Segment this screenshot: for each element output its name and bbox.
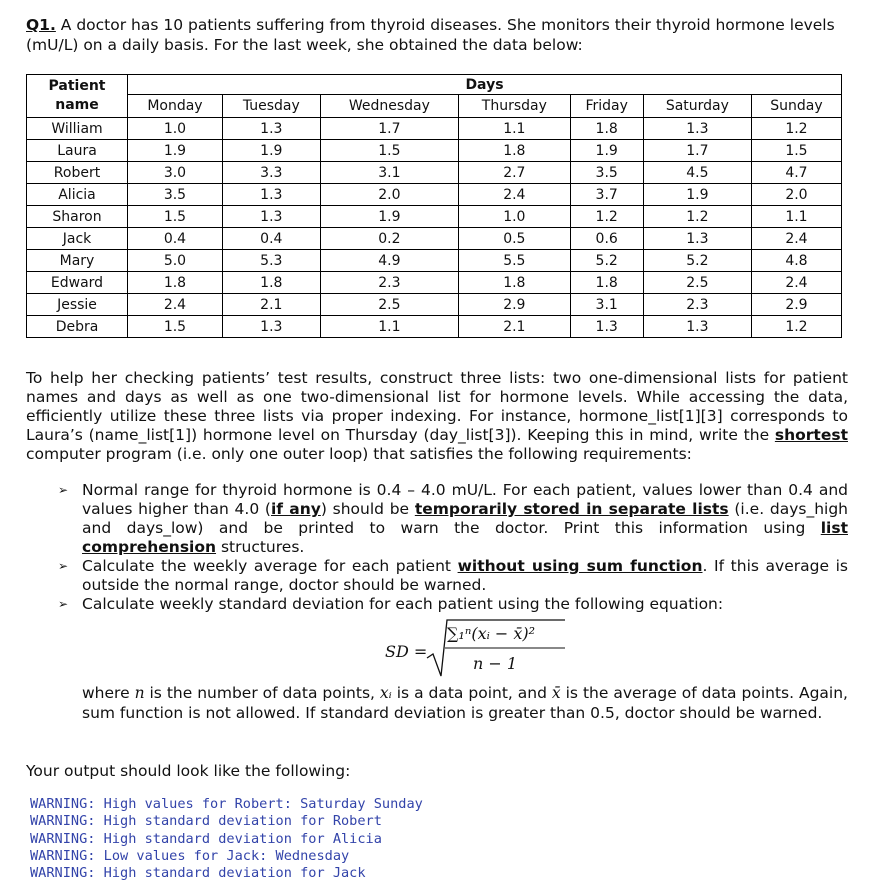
hormone-value-cell: 1.2	[751, 316, 841, 338]
day-header: Sunday	[751, 95, 841, 118]
arrow-bullet-icon: ➢	[58, 597, 69, 611]
hormone-value-cell: 3.0	[128, 162, 223, 184]
patient-name-cell: Robert	[27, 162, 128, 184]
hormone-value-cell: 2.0	[320, 184, 458, 206]
patient-name-cell: Laura	[27, 140, 128, 162]
hormone-value-cell: 2.4	[751, 228, 841, 250]
hormone-value-cell: 1.9	[643, 184, 751, 206]
table-row	[27, 140, 842, 162]
table-row	[27, 250, 842, 272]
hormone-value-cell: 2.0	[751, 184, 841, 206]
hormone-value-cell: 1.3	[222, 184, 320, 206]
hormone-value-cell: 1.3	[643, 316, 751, 338]
hormone-value-cell: 5.2	[570, 250, 643, 272]
hormone-value-cell: 2.9	[751, 294, 841, 316]
patient-name-header: Patient name	[27, 75, 128, 118]
day-header: Friday	[570, 95, 643, 118]
hormone-value-cell: 1.3	[643, 228, 751, 250]
hormone-value-cell: 5.5	[459, 250, 570, 272]
day-header: Tuesday	[222, 95, 320, 118]
hormone-value-cell: 0.4	[128, 228, 223, 250]
hormone-table	[26, 74, 842, 338]
table-row	[27, 162, 842, 184]
hormone-value-cell: 5.2	[643, 250, 751, 272]
hormone-value-cell: 1.8	[222, 272, 320, 294]
hormone-value-cell: 1.9	[128, 140, 223, 162]
hormone-value-cell: 5.3	[222, 250, 320, 272]
question-text: A doctor has 10 patients suffering from thyroid diseases. She monitors their thyroid hormone levels (mU/L) on a daily basis. For the last week, she obtained the data below:	[26, 16, 835, 54]
hormone-value-cell: 2.5	[320, 294, 458, 316]
hormone-value-cell: 1.9	[222, 140, 320, 162]
hormone-value-cell: 4.5	[643, 162, 751, 184]
hormone-value-cell: 1.3	[222, 316, 320, 338]
hormone-value-cell: 0.5	[459, 228, 570, 250]
hormone-value-cell: 2.4	[459, 184, 570, 206]
arrow-bullet-icon: ➢	[58, 559, 69, 573]
hormone-value-cell: 3.1	[320, 162, 458, 184]
hormone-value-cell: 2.9	[459, 294, 570, 316]
hormone-value-cell: 1.2	[751, 118, 841, 140]
table-row	[27, 206, 842, 228]
emphasis-shortest: shortest	[774, 426, 848, 444]
hormone-value-cell: 3.3	[222, 162, 320, 184]
table-row	[27, 316, 842, 338]
hormone-value-cell: 1.8	[459, 272, 570, 294]
day-header: Monday	[128, 95, 223, 118]
arrow-bullet-icon: ➢	[58, 483, 69, 497]
hormone-value-cell: 0.6	[570, 228, 643, 250]
table-row	[27, 184, 842, 206]
hormone-value-cell: 1.5	[128, 316, 223, 338]
table-row	[27, 118, 842, 140]
days-header: Days	[128, 75, 842, 95]
patient-name-cell: William	[27, 118, 128, 140]
instructions-paragraph	[26, 369, 848, 464]
hormone-value-cell: 1.7	[320, 118, 458, 140]
hormone-value-cell: 1.5	[751, 140, 841, 162]
paragraph-text: To help her checking patients’ test results, construct three lists: two one-dimensional lists for patient names and days as well as one two-dimensional list for hormone levels. While accessing the data, efficiently utilize these three lists via proper indexing. For instance, hormone_list[1][3] corresponds to Laura’s (name_list[1]) hormone level on Thursday (day_list[3]). Keeping this in mind, write the	[26, 369, 848, 444]
requirement-item: ➢ Calculate the weekly average for each patient without using sum function. If this average is outside the normal range, doctor should be warned.	[58, 557, 848, 594]
output-line: WARNING: High values for Robert: Saturday Sunday	[30, 796, 423, 812]
requirement-item: ➢ Normal range for thyroid hormone is 0.4 – 4.0 mU/L. For each patient, values lower than 0.4 and values higher than 4.0 (if any) should be temporarily stored in separate lists (i.e. days_high and days_low) and be printed to warn the doctor. Print this information using list comprehension structures.	[58, 481, 848, 556]
requirement-item: ➢ Calculate weekly standard deviation for each patient using the following equation:	[58, 595, 724, 613]
formula-denominator: n − 1	[473, 654, 518, 673]
hormone-value-cell: 1.2	[570, 206, 643, 228]
patient-name-cell: Jack	[27, 228, 128, 250]
hormone-value-cell: 2.1	[222, 294, 320, 316]
output-line: WARNING: High standard deviation for Jack	[30, 865, 366, 882]
question-number: Q1.	[26, 16, 56, 34]
hormone-value-cell: 2.1	[459, 316, 570, 338]
patient-name-cell: Mary	[27, 250, 128, 272]
patient-name-cell: Jessie	[27, 294, 128, 316]
patient-name-cell: Edward	[27, 272, 128, 294]
hormone-value-cell: 0.2	[320, 228, 458, 250]
hormone-value-cell: 2.4	[128, 294, 223, 316]
patient-name-cell: Debra	[27, 316, 128, 338]
hormone-value-cell: 2.3	[320, 272, 458, 294]
hormone-value-cell: 1.5	[128, 206, 223, 228]
hormone-value-cell: 1.8	[459, 140, 570, 162]
hormone-value-cell: 3.5	[128, 184, 223, 206]
sample-output	[30, 796, 423, 882]
hormone-value-cell: 3.7	[570, 184, 643, 206]
hormone-value-cell: 5.0	[128, 250, 223, 272]
table-row	[27, 228, 842, 250]
hormone-value-cell: 1.1	[751, 206, 841, 228]
table-row	[27, 272, 842, 294]
question-header	[26, 15, 848, 55]
hormone-value-cell: 2.7	[459, 162, 570, 184]
output-label: Your output should look like the following:	[26, 762, 351, 780]
hormone-value-cell: 1.1	[320, 316, 458, 338]
patient-name-cell: Sharon	[27, 206, 128, 228]
hormone-value-cell: 4.9	[320, 250, 458, 272]
hormone-value-cell: 2.3	[643, 294, 751, 316]
hormone-value-cell: 1.9	[570, 140, 643, 162]
sd-formula	[385, 618, 565, 678]
hormone-value-cell: 1.8	[128, 272, 223, 294]
hormone-value-cell: 2.5	[643, 272, 751, 294]
paragraph-text-end: computer program (i.e. only one outer loop) that satisfies the following requirements:	[26, 445, 692, 463]
hormone-value-cell: 0.4	[222, 228, 320, 250]
requirements-list	[58, 481, 848, 614]
hormone-value-cell: 4.7	[751, 162, 841, 184]
output-line: WARNING: High standard deviation for Robert	[30, 813, 382, 830]
hormone-value-cell: 1.0	[459, 206, 570, 228]
hormone-value-cell: 4.8	[751, 250, 841, 272]
formula-numerator: ∑₁ⁿ(xᵢ − x̄)²	[447, 624, 536, 643]
hormone-value-cell: 1.5	[320, 140, 458, 162]
hormone-value-cell: 1.9	[320, 206, 458, 228]
output-line: WARNING: High standard deviation for Alicia	[30, 830, 382, 847]
table-body	[27, 118, 842, 338]
hormone-value-cell: 3.5	[570, 162, 643, 184]
day-header: Wednesday	[320, 95, 458, 118]
hormone-value-cell: 1.3	[222, 118, 320, 140]
hormone-value-cell: 1.1	[459, 118, 570, 140]
hormone-value-cell: 3.1	[570, 294, 643, 316]
table-row	[27, 294, 842, 316]
output-line: WARNING: Low values for Jack: Wednesday	[30, 847, 350, 864]
day-header: Saturday	[643, 95, 751, 118]
hormone-value-cell: 1.8	[570, 272, 643, 294]
hormone-value-cell: 1.3	[643, 118, 751, 140]
formula-lhs: SD =	[385, 642, 428, 661]
day-header: Thursday	[459, 95, 570, 118]
hormone-value-cell: 1.2	[643, 206, 751, 228]
patient-name-cell: Alicia	[27, 184, 128, 206]
formula-explanation: where n is the number of data points, xᵢ is a data point, and x̄ is the average of data points. Again, sum function is not allowed. If standard deviation is greater than 0.5, doctor should be warned.	[82, 684, 848, 722]
hormone-value-cell: 1.3	[222, 206, 320, 228]
hormone-value-cell: 1.3	[570, 316, 643, 338]
hormone-value-cell: 1.8	[570, 118, 643, 140]
hormone-value-cell: 2.4	[751, 272, 841, 294]
hormone-value-cell: 1.7	[643, 140, 751, 162]
hormone-value-cell: 1.0	[128, 118, 223, 140]
